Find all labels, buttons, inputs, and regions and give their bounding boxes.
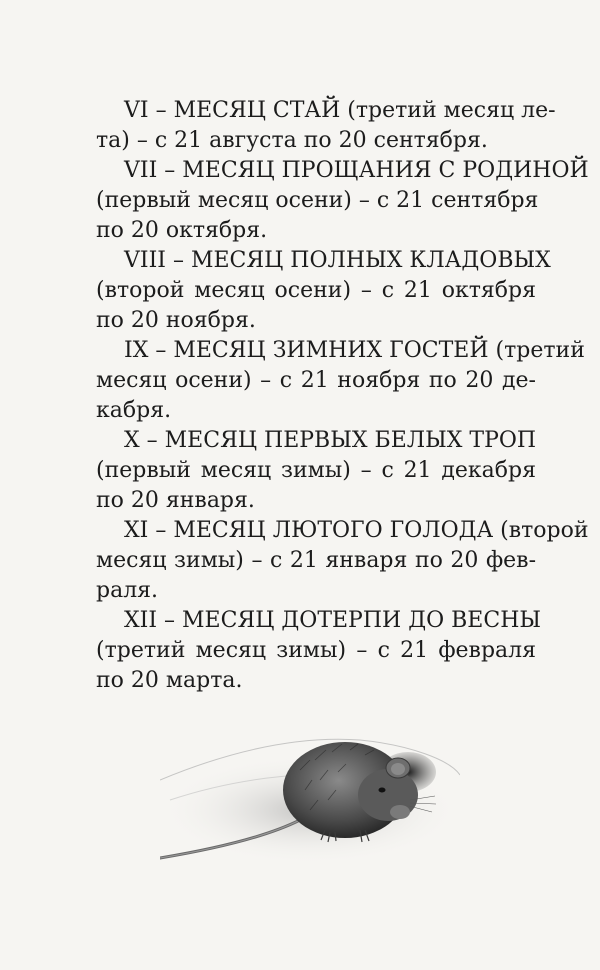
- text-line: XI – МЕСЯЦ ЛЮТОГО ГОЛОДА (второй: [124, 518, 589, 543]
- month-entry-xi: [96, 516, 589, 606]
- text-line: (первый месяц осени) – с 21 сентября: [96, 188, 539, 213]
- text-line: кабря.: [96, 398, 172, 423]
- text-line: по 20 ноября.: [96, 308, 256, 333]
- text-line: VII – МЕСЯЦ ПРОЩАНИЯ С РОДИНОЙ: [124, 158, 589, 183]
- text-line: VI – МЕСЯЦ СТАЙ (третий месяц ле-: [124, 98, 556, 123]
- text-line: месяц зимы) – с 21 января по 20 фев-: [96, 548, 536, 573]
- text-line: по 20 января.: [96, 488, 255, 513]
- month-entry-viii: [96, 246, 551, 336]
- text-line: (второй месяц осени) – с 21 октября: [96, 278, 536, 303]
- mouse-illustration-icon: [160, 700, 460, 875]
- text-line: XII – МЕСЯЦ ДОТЕРПИ ДО ВЕСНЫ: [124, 608, 542, 633]
- month-entry-xii: [96, 606, 542, 696]
- text-line: X – МЕСЯЦ ПЕРВЫХ БЕЛЫХ ТРОП: [124, 428, 537, 453]
- text-line: раля.: [96, 578, 159, 603]
- text-line: (первый месяц зимы) – с 21 декабря: [96, 458, 536, 483]
- text-line: та) – с 21 августа по 20 сентября.: [96, 128, 488, 153]
- text-line: IX – МЕСЯЦ ЗИМНИХ ГОСТЕЙ (третий: [124, 338, 585, 363]
- text-line: (третий месяц зимы) – с 21 февраля: [96, 638, 536, 663]
- month-entry-ix: [96, 336, 585, 426]
- text-line: VIII – МЕСЯЦ ПОЛНЫХ КЛАДОВЫХ: [124, 248, 551, 273]
- month-entry-x: [96, 426, 536, 516]
- text-line: по 20 октября.: [96, 218, 268, 243]
- month-entry-vii: [96, 156, 589, 246]
- month-list: [96, 96, 589, 696]
- text-line: месяц осени) – с 21 ноября по 20 де-: [96, 368, 536, 393]
- text-line: по 20 марта.: [96, 668, 243, 693]
- month-entry-vi: [96, 96, 556, 156]
